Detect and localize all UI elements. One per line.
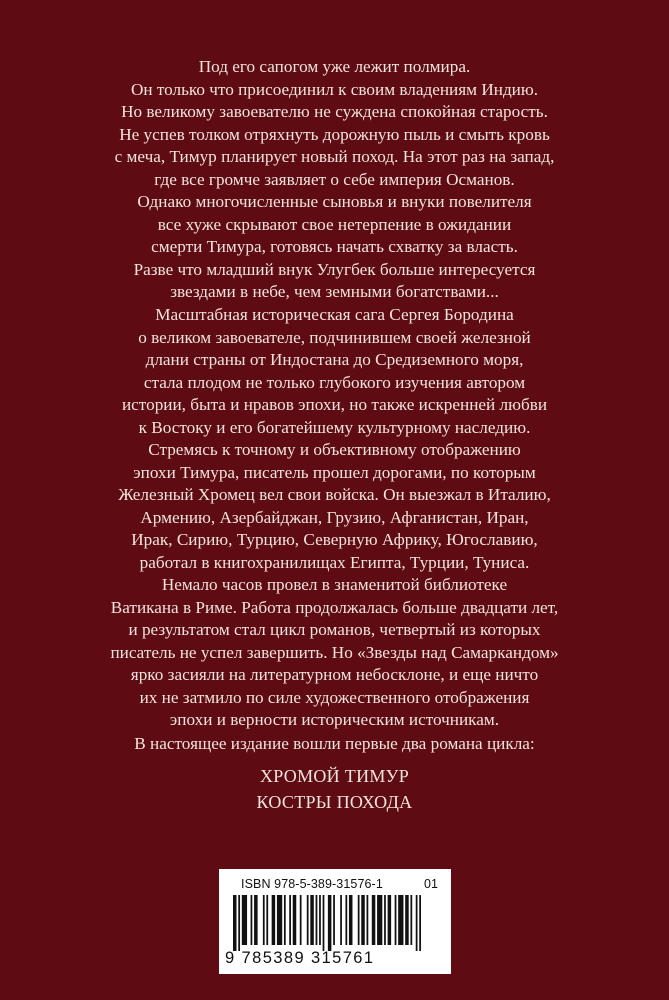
- annotation-paragraph-1: [40, 56, 629, 304]
- barcode-bar: [367, 895, 369, 945]
- barcode-bar: [284, 895, 286, 945]
- barcode-bar: [316, 895, 318, 945]
- edition-intro: В настоящее издание вошли первые два романа цикла:: [134, 734, 535, 753]
- text-line: Железный Хромец вел свои войска. Он выезжал в Италию,: [118, 485, 551, 504]
- text-line: эпохи Тимура, писатель прошел дорогами, по которым: [133, 462, 536, 482]
- barcode-bar: [372, 895, 376, 945]
- text-line: ярко засияли на литературном небосклоне, и еще ничто: [130, 665, 539, 684]
- barcode-bar: [361, 895, 365, 945]
- barcode-bar: [398, 895, 403, 945]
- text-line: с меча, Тимур планирует новый поход. На этот раз на запад,: [114, 147, 555, 166]
- text-line: стала плодом не только глубокого изучения автором: [143, 372, 526, 392]
- text-line: о великом завоевателе, подчинившем своей железной: [138, 327, 531, 347]
- barcode-bar: [416, 895, 418, 951]
- text-line: и результатом стал цикл романов, четвертый из которых: [128, 620, 541, 639]
- barcode-bar: [358, 895, 360, 945]
- text-line: где все громче заявляет о себе империя Османов.: [154, 169, 515, 189]
- barcode-bar: [289, 895, 291, 945]
- barcode-bar: [419, 895, 421, 951]
- barcode-bar: [300, 895, 302, 945]
- barcode-bar: [333, 895, 335, 945]
- barcode-bar: [277, 895, 282, 945]
- barcode-bars: [233, 895, 421, 951]
- barcode-bar: [410, 895, 412, 945]
- barcode-bar: [251, 895, 253, 945]
- text-line: писатель не успел завершить. Но «Звезды над Самаркандом»: [110, 642, 559, 662]
- barcode-bar: [395, 895, 397, 945]
- barcode-digits: 9 785389 315761: [225, 949, 375, 967]
- barcode-bar: [328, 895, 332, 951]
- barcode-bar: [293, 895, 297, 945]
- barcode-bar: [254, 895, 258, 945]
- barcode-graphic: [233, 895, 421, 951]
- novel-titles: [40, 763, 629, 815]
- barcode-bar: [388, 895, 392, 945]
- text-line: длани страны от Индостана до Средиземного моря,: [145, 350, 524, 369]
- text-line: Под его сапогом уже лежит полмира.: [198, 57, 471, 76]
- barcode-bar: [272, 895, 276, 945]
- text-line: Ватикана в Риме. Работа продолжалась больше двадцати лет,: [110, 597, 559, 617]
- text-line: Немало часов провел в знаменитой библиотеке: [161, 575, 508, 594]
- text-line: звездами в небе, чем земными богатствами...: [170, 282, 499, 301]
- barcode-bar: [405, 895, 409, 945]
- text-line: истории, быта и нравов эпохи, но также искренней любви: [121, 395, 548, 414]
- text-line: смерти Тимура, готовясь начать схватку за власть.: [151, 237, 518, 256]
- text-line: Масштабная историческая сага Сергея Бородина: [155, 305, 514, 324]
- text-line: Ирак, Сирию, Турцию, Северную Африку, Югославию,: [131, 530, 538, 549]
- barcode-bar: [310, 895, 314, 945]
- text-line: к Востоку и его богатейшему культурному наследию.: [138, 417, 531, 437]
- barcode-bar: [307, 895, 309, 945]
- novel-title-1: ХРОМОЙ ТИМУР: [259, 766, 410, 786]
- barcode-bar: [340, 895, 342, 945]
- text-line: Но великому завоевателю не суждена спокойная старость.: [121, 102, 548, 121]
- text-line: Он только что присоединил к своим владениям Индию.: [130, 79, 539, 99]
- barcode-addon: 01: [424, 877, 438, 891]
- barcode-bar: [319, 895, 321, 945]
- barcode-bar: [238, 895, 240, 951]
- novel-title-2: КОСТРЫ ПОХОДА: [256, 792, 413, 812]
- text-line: Не успев толком отряхнуть дорожную пыль и смыть кровь: [119, 124, 550, 144]
- text-line: их не затмило по силе художественного отображения: [139, 687, 530, 707]
- text-line: Стремясь к точному и объективному отображению: [148, 440, 521, 459]
- barcode-bar: [323, 895, 325, 951]
- annotation-paragraph-2: [40, 304, 629, 732]
- barcode-bar: [233, 895, 237, 951]
- text-line: Однако многочисленные сыновья и внуки повелителя: [137, 192, 532, 211]
- isbn-barcode: [219, 869, 451, 974]
- barcode-bar: [345, 895, 347, 945]
- barcode-bar: [384, 895, 386, 945]
- barcode-bar: [349, 895, 353, 945]
- text-line: Армению, Азербайджан, Грузию, Афганистан, Иран,: [140, 507, 529, 527]
- barcode-bar: [242, 895, 247, 945]
- text-line: все хуже скрывают свое нетерпение в ожидании: [157, 214, 512, 234]
- text-line: Разве что младший внук Улугбек больше интересуется: [133, 259, 536, 279]
- barcode-bar: [263, 895, 265, 945]
- barcode-bar: [377, 895, 382, 945]
- isbn-label: ISBN 978-5-389-31576-1: [241, 877, 383, 891]
- text-line: работал в книгохранилищах Египта, Турции, Туниса.: [139, 552, 530, 572]
- barcode-bar: [266, 895, 268, 945]
- text-line: эпохи и верности историческим источникам.: [169, 710, 500, 729]
